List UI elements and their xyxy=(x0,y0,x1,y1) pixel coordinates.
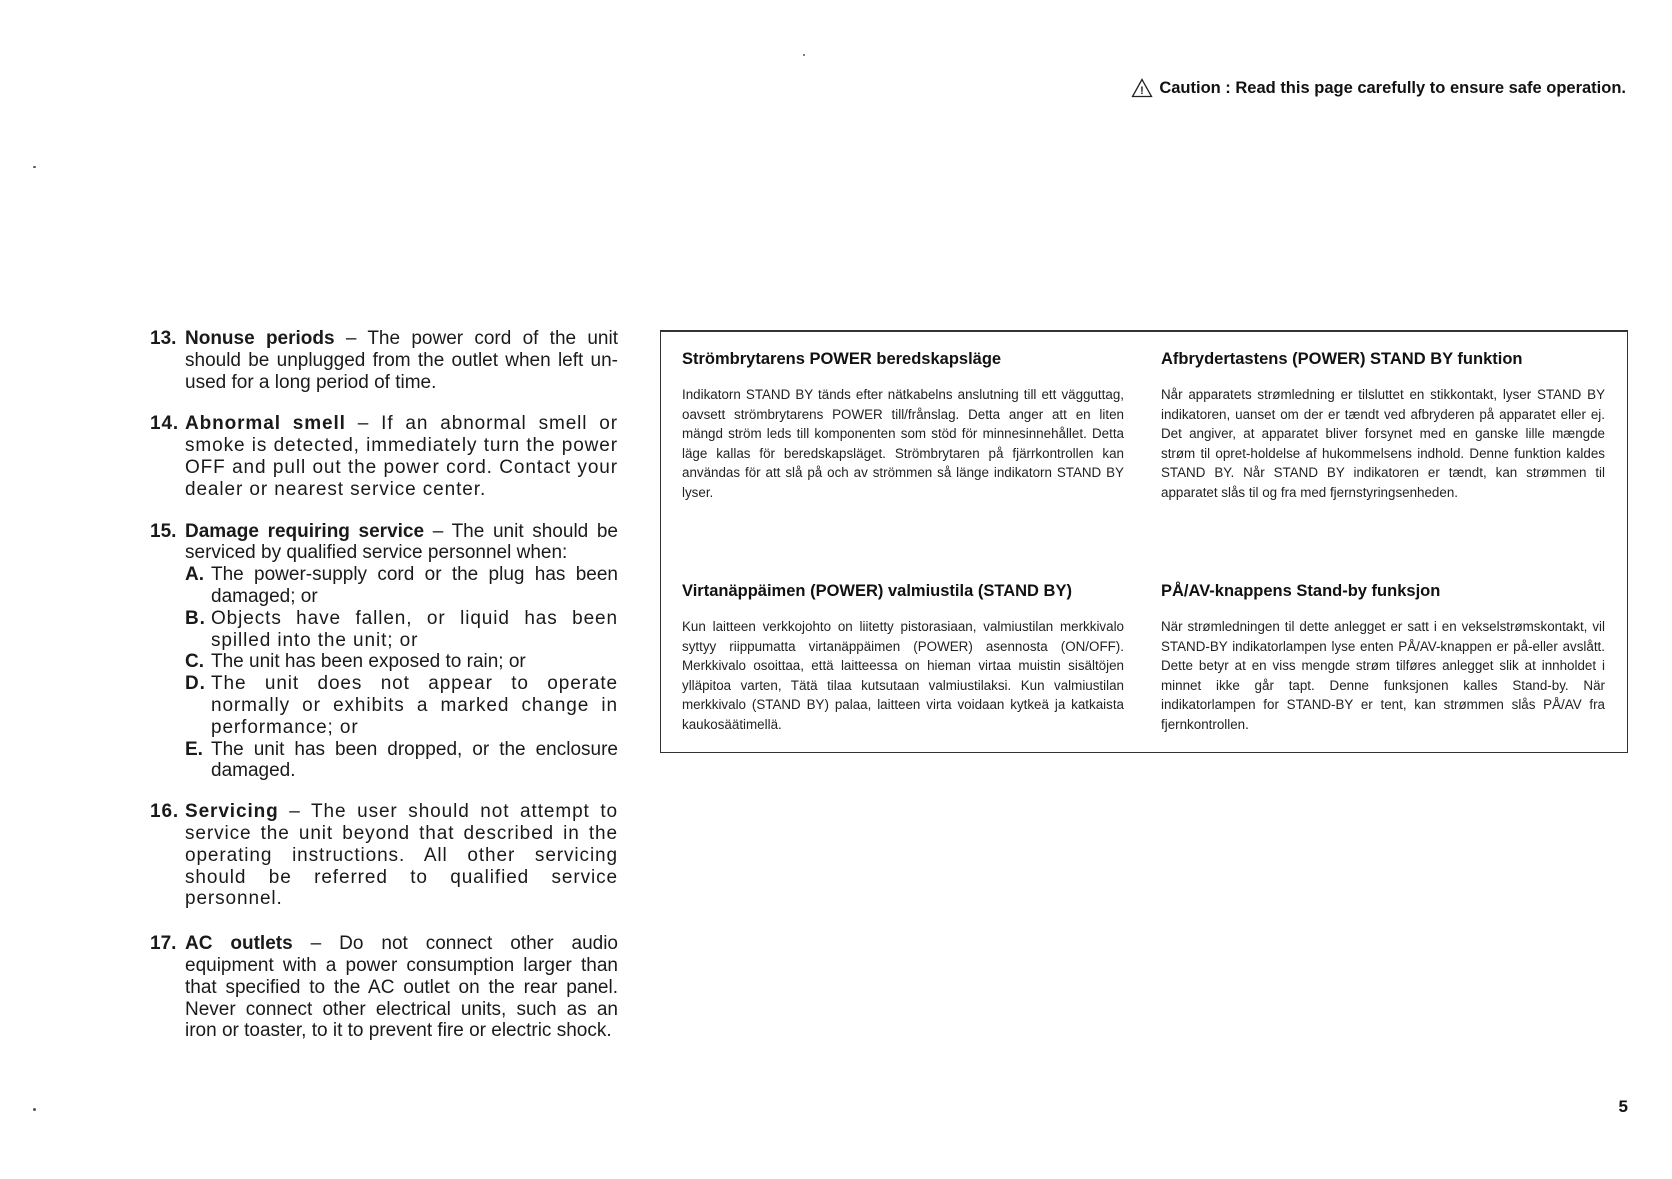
sub-item-text: Objects have fallen, or liquid has been spilled into the unit; or xyxy=(211,607,618,651)
item-number: 13. xyxy=(150,328,177,349)
sub-item-letter: A. xyxy=(185,564,204,586)
item-title: Abnormal smell xyxy=(185,413,346,435)
sub-item xyxy=(185,608,618,652)
item-separator: – xyxy=(424,520,452,542)
item-title: AC outlets xyxy=(185,933,293,955)
item-separator: – xyxy=(278,801,312,823)
section-heading: Strömbrytarens POWER beredskapsläge xyxy=(682,350,1002,368)
sub-item xyxy=(185,651,618,673)
item-abnormal-smell xyxy=(150,413,618,500)
section-heading: Virtanäppäimen (POWER) valmiustila (STAND BY) xyxy=(682,582,1072,600)
item-text: The user should not attempt to service the unit beyond that described in the operating instructions. All other servicing should be referred to qualified service personnel. xyxy=(185,801,618,910)
item-text: Do not connect other audio equipment with a power consumption larger than that specified to the AC outlet on the rear panel. Never connect other electrical units, such as an iron or toaster, to it to prevent fire or electric shock. xyxy=(185,933,618,1042)
swedish-section xyxy=(682,350,1124,503)
sub-item-text: The power-supply cord or the plug has been damaged; or xyxy=(211,564,618,607)
section-text: Når apparatets strømledning er tilsluttet en stikkontakt, lyser STAND BY indikatoren, uanset om der er tændt ved afbryderen på apparatet eller ej. Det angiver, at apparatet bliver forsynet med en ganske lille mængde strøm til opret-holdelse af hukommelsens indhold. Denne funktion kaldes STAND BY. Når STAND BY indikatoren er tændt, kan strømmen til apparatet slås til og fra med fjernstyringsenheden. xyxy=(1161,387,1605,500)
item-title: Nonuse periods xyxy=(185,328,335,349)
item-title: Damage requiring service xyxy=(185,520,425,542)
caution-header xyxy=(1131,78,1626,98)
page-number: 5 xyxy=(1618,1097,1628,1116)
sub-item-letter: C. xyxy=(185,651,204,673)
caution-text: Caution : Read this page carefully to ensure safe operation. xyxy=(1159,78,1626,97)
item-text: If an abnormal smell or smoke is detected, immediately turn the power OFF and pull out the power cord. Contact your dealer or nearest service center. xyxy=(185,413,619,500)
danish-section xyxy=(1161,350,1605,503)
norwegian-section xyxy=(1161,582,1605,735)
scan-speck xyxy=(33,166,36,168)
item-title: Servicing xyxy=(185,801,279,823)
sub-item-text: The unit does not appear to operate normally or exhibits a marked change in performance; or xyxy=(211,673,618,738)
section-heading: PÅ/AV-knappens Stand-by funksjon xyxy=(1161,582,1441,600)
sub-item-letter: D. xyxy=(185,673,206,695)
item-text: The power cord of the unit should be unplugged from the outlet when left un-used for a long period of time. xyxy=(185,328,618,393)
item-number: 14. xyxy=(150,413,180,435)
sub-item-letter: E. xyxy=(185,738,203,760)
sub-item xyxy=(185,564,618,608)
section-heading: Afbrydertastens (POWER) STAND BY funktion xyxy=(1161,350,1523,368)
warning-triangle-icon xyxy=(1131,78,1153,98)
item-number: 17. xyxy=(150,933,177,955)
item-number: 15. xyxy=(150,520,177,542)
item-separator: – xyxy=(345,413,382,435)
item-text: The unit should be serviced by qualified service personnel when: xyxy=(185,520,619,564)
section-text: Indikatorn STAND BY tänds efter nätkabelns anslutning till ett vägguttag, oavsett strömbrytarens POWER till/frånslag. Detta anger att en liten mängd ström leds till komponenten som stöd för minnesinnehållet. Detta läge kallas för beredskapsläget. Strömbrytaren på fjärrkontrollen kan användas för att slå på och av strömmen så länge indikatorn STAND BY lyser. xyxy=(682,387,1124,500)
finnish-section xyxy=(682,582,1124,735)
item-number: 16. xyxy=(150,801,180,823)
item-separator: – xyxy=(334,328,368,349)
scan-speck xyxy=(33,1108,36,1111)
section-text: När strømledningen til dette anlegget er satt i en vekselstrømskontakt, vil STAND-BY indikatorlampen lyse enten PÅ/AV-knappen er på-eller avslått. Dette betyr at en viss mengde strøm tilføres anlegget slik at innholdet i minnet ikke går tapt. Denne funksjonen kalles Stand-by. När indikatorlampen for STAND-BY er tent, kan strømmen slås PÅ/AV fra fjernkontrollen. xyxy=(1161,619,1605,732)
svg-text:!: ! xyxy=(1140,85,1145,97)
item-ac-outlets xyxy=(150,933,618,1042)
sub-item xyxy=(185,739,618,783)
sub-item-text: The unit has been exposed to rain; or xyxy=(211,651,526,673)
sub-item-text: The unit has been dropped, or the enclosure damaged. xyxy=(211,738,618,782)
item-nonuse-periods xyxy=(150,328,618,393)
sub-item xyxy=(185,673,618,738)
standby-info-box xyxy=(660,330,1628,753)
item-separator: – xyxy=(292,933,340,955)
sub-item-letter: B. xyxy=(185,607,206,629)
scan-speck xyxy=(803,54,805,56)
item-damage-requiring-service xyxy=(150,521,618,783)
safety-instructions-list xyxy=(150,328,618,1042)
item-servicing xyxy=(150,801,618,910)
section-text: Kun laitteen verkkojohto on liitetty pistorasiaan, valmiustilan merkkivalo syttyy riippumatta virtanäppäimen (POWER) asennosta (ON/OFF). Merkkivalo osoittaa, että laitteessa on hieman virtaa muistin sisältöjen ylläpitoa varten, Tätä tilaa kutsutaan valmiustilaksi. Kun valmiustilan merkkivalo (STAND BY) palaa, laitteen virta voidaan kytkeä ja katkaista kaukosäätimellä. xyxy=(682,619,1124,732)
